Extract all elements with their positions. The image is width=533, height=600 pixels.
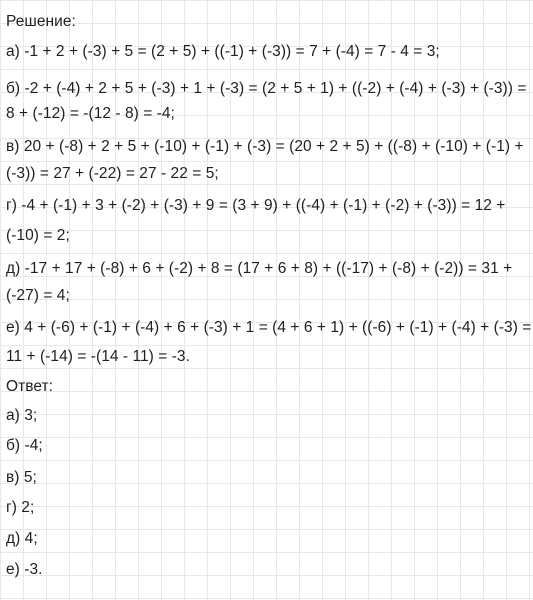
answer-e: е) -3. <box>6 561 43 578</box>
answer-g: г) 2; <box>6 499 35 516</box>
solution-line-v-2: (-3)) = 27 + (-22) = 27 - 22 = 5; <box>6 165 219 182</box>
answer-d: д) 4; <box>6 530 38 547</box>
solution-line-g-1: г) -4 + (-1) + 3 + (-2) + (-3) + 9 = (3 + 9) + ((-4) + (-1) + (-2) + (-3)) = 12 + <box>6 197 506 214</box>
solution-line-a: а) -1 + 2 + (-3) + 5 = (2 + 5) + ((-1) + (-3)) = 7 + (-4) = 7 - 4 = 3; <box>6 43 440 60</box>
solution-line-b-1: б) -2 + (-4) + 2 + 5 + (-3) + 1 + (-3) = (2 + 5 + 1) + ((-2) + (-4) + (-3) + (-3)) = <box>6 80 527 97</box>
solution-line-g-2: (-10) = 2; <box>6 227 70 244</box>
solution-heading: Решение: <box>6 13 76 30</box>
solution-line-e-2: 11 + (-14) = -(14 - 11) = -3. <box>6 348 190 365</box>
solution-document <box>6 0 530 600</box>
answer-a: а) 3; <box>6 407 38 424</box>
solution-line-v-1: в) 20 + (-8) + 2 + 5 + (-10) + (-1) + (-3) = (20 + 2 + 5) + ((-8) + (-10) + (-1) + <box>6 138 524 155</box>
answer-heading: Ответ: <box>6 378 54 395</box>
solution-line-b-2: 8 + (-12) = -(12 - 8) = -4; <box>6 105 175 122</box>
solution-line-e-1: е) 4 + (-6) + (-1) + (-4) + 6 + (-3) + 1 = (4 + 6 + 1) + ((-6) + (-1) + (-4) + (-3) = <box>6 319 532 336</box>
answer-b: б) -4; <box>6 437 43 454</box>
solution-line-d-1: д) -17 + 17 + (-8) + 6 + (-2) + 8 = (17 + 6 + 8) + ((-17) + (-8) + (-2)) = 31 + <box>6 260 513 277</box>
answer-v: в) 5; <box>6 469 37 486</box>
solution-line-d-2: (-27) = 4; <box>6 287 70 304</box>
